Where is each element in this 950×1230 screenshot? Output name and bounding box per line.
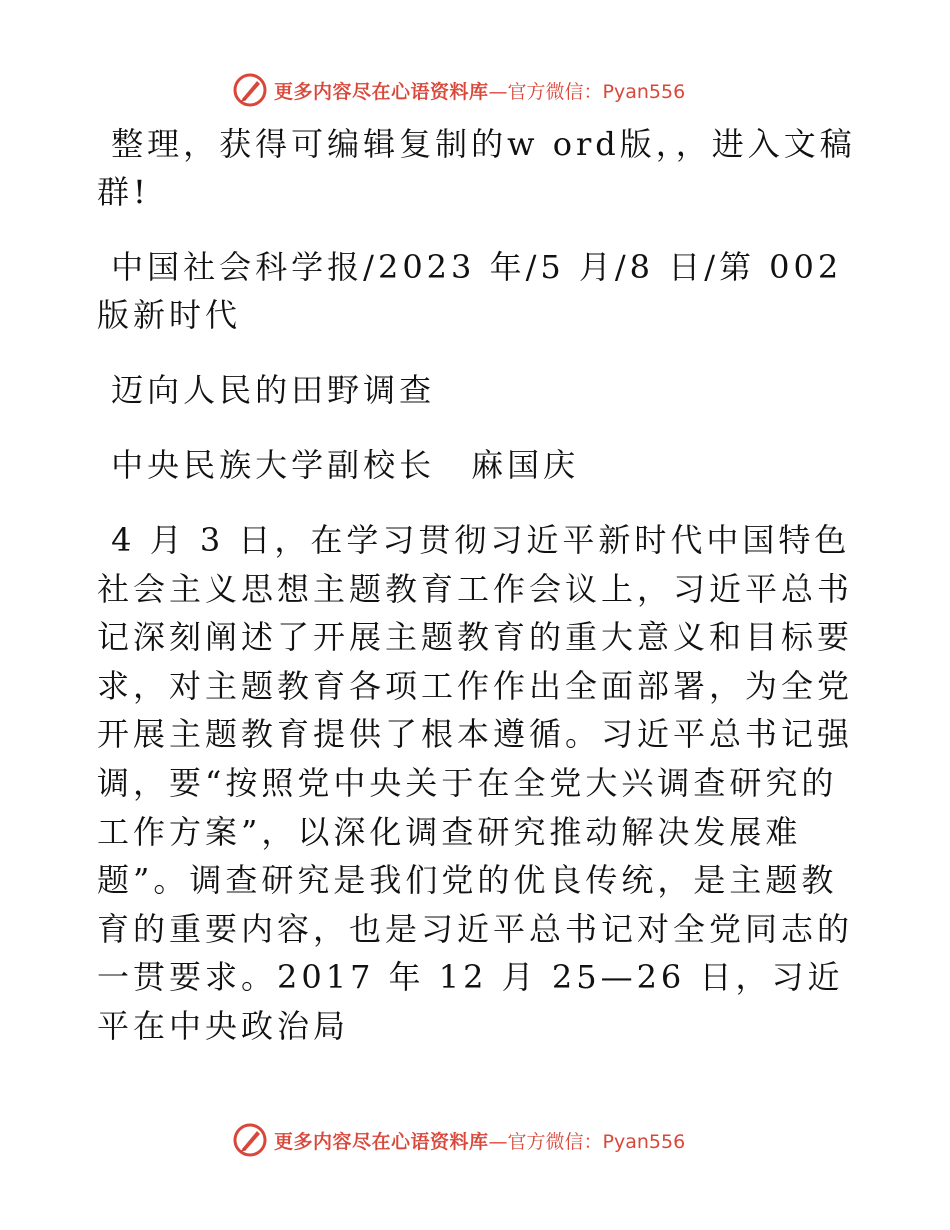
watermark-banner-top (232, 70, 752, 110)
author-line: 中央民族大学副校长 麻国庆 (97, 446, 580, 484)
watermark-contact-text: —官方微信：Pyan556 (488, 1130, 686, 1153)
intro-note: 整理，获得可编辑复制的w ord版，，进入文稿群! (97, 125, 856, 211)
watermark-contact-text: —官方微信：Pyan556 (488, 80, 686, 103)
article-title: 迈向人民的田野调查 (97, 371, 436, 409)
body-paragraph: 4 月 3 日，在学习贯彻习近平新时代中国特色社会主义思想主题教育工作会议上，习近平总书记深刻阐述了开展主题教育的重大意义和目标要求，对主题教育各项工作作出全面部署，为全党开展主题教育提供了根本遵循。习近平总书记强调，要“按照党中央关于在全党大兴调查研究的工作方案”，以深化调查研究推动解决发展难题”。调查研究是我们党的优良传统，是主题教育的重要内容，也是习近平总书记对全党同志的一贯要求。2017 年 12 月 25—26 日，习近平在中央政治局 (97, 521, 854, 1045)
pen-logo-icon (232, 72, 268, 108)
watermark-site-text: 更多内容尽在心语资料库 (274, 80, 489, 103)
watermark-banner-bottom (232, 1120, 752, 1160)
document-body (97, 120, 857, 1078)
pen-logo-icon (232, 1122, 268, 1158)
source-line: 中国社会科学报/2023 年/5 月/8 日/第 002 版新时代 (97, 248, 857, 334)
watermark-site-text: 更多内容尽在心语资料库 (274, 1130, 489, 1153)
